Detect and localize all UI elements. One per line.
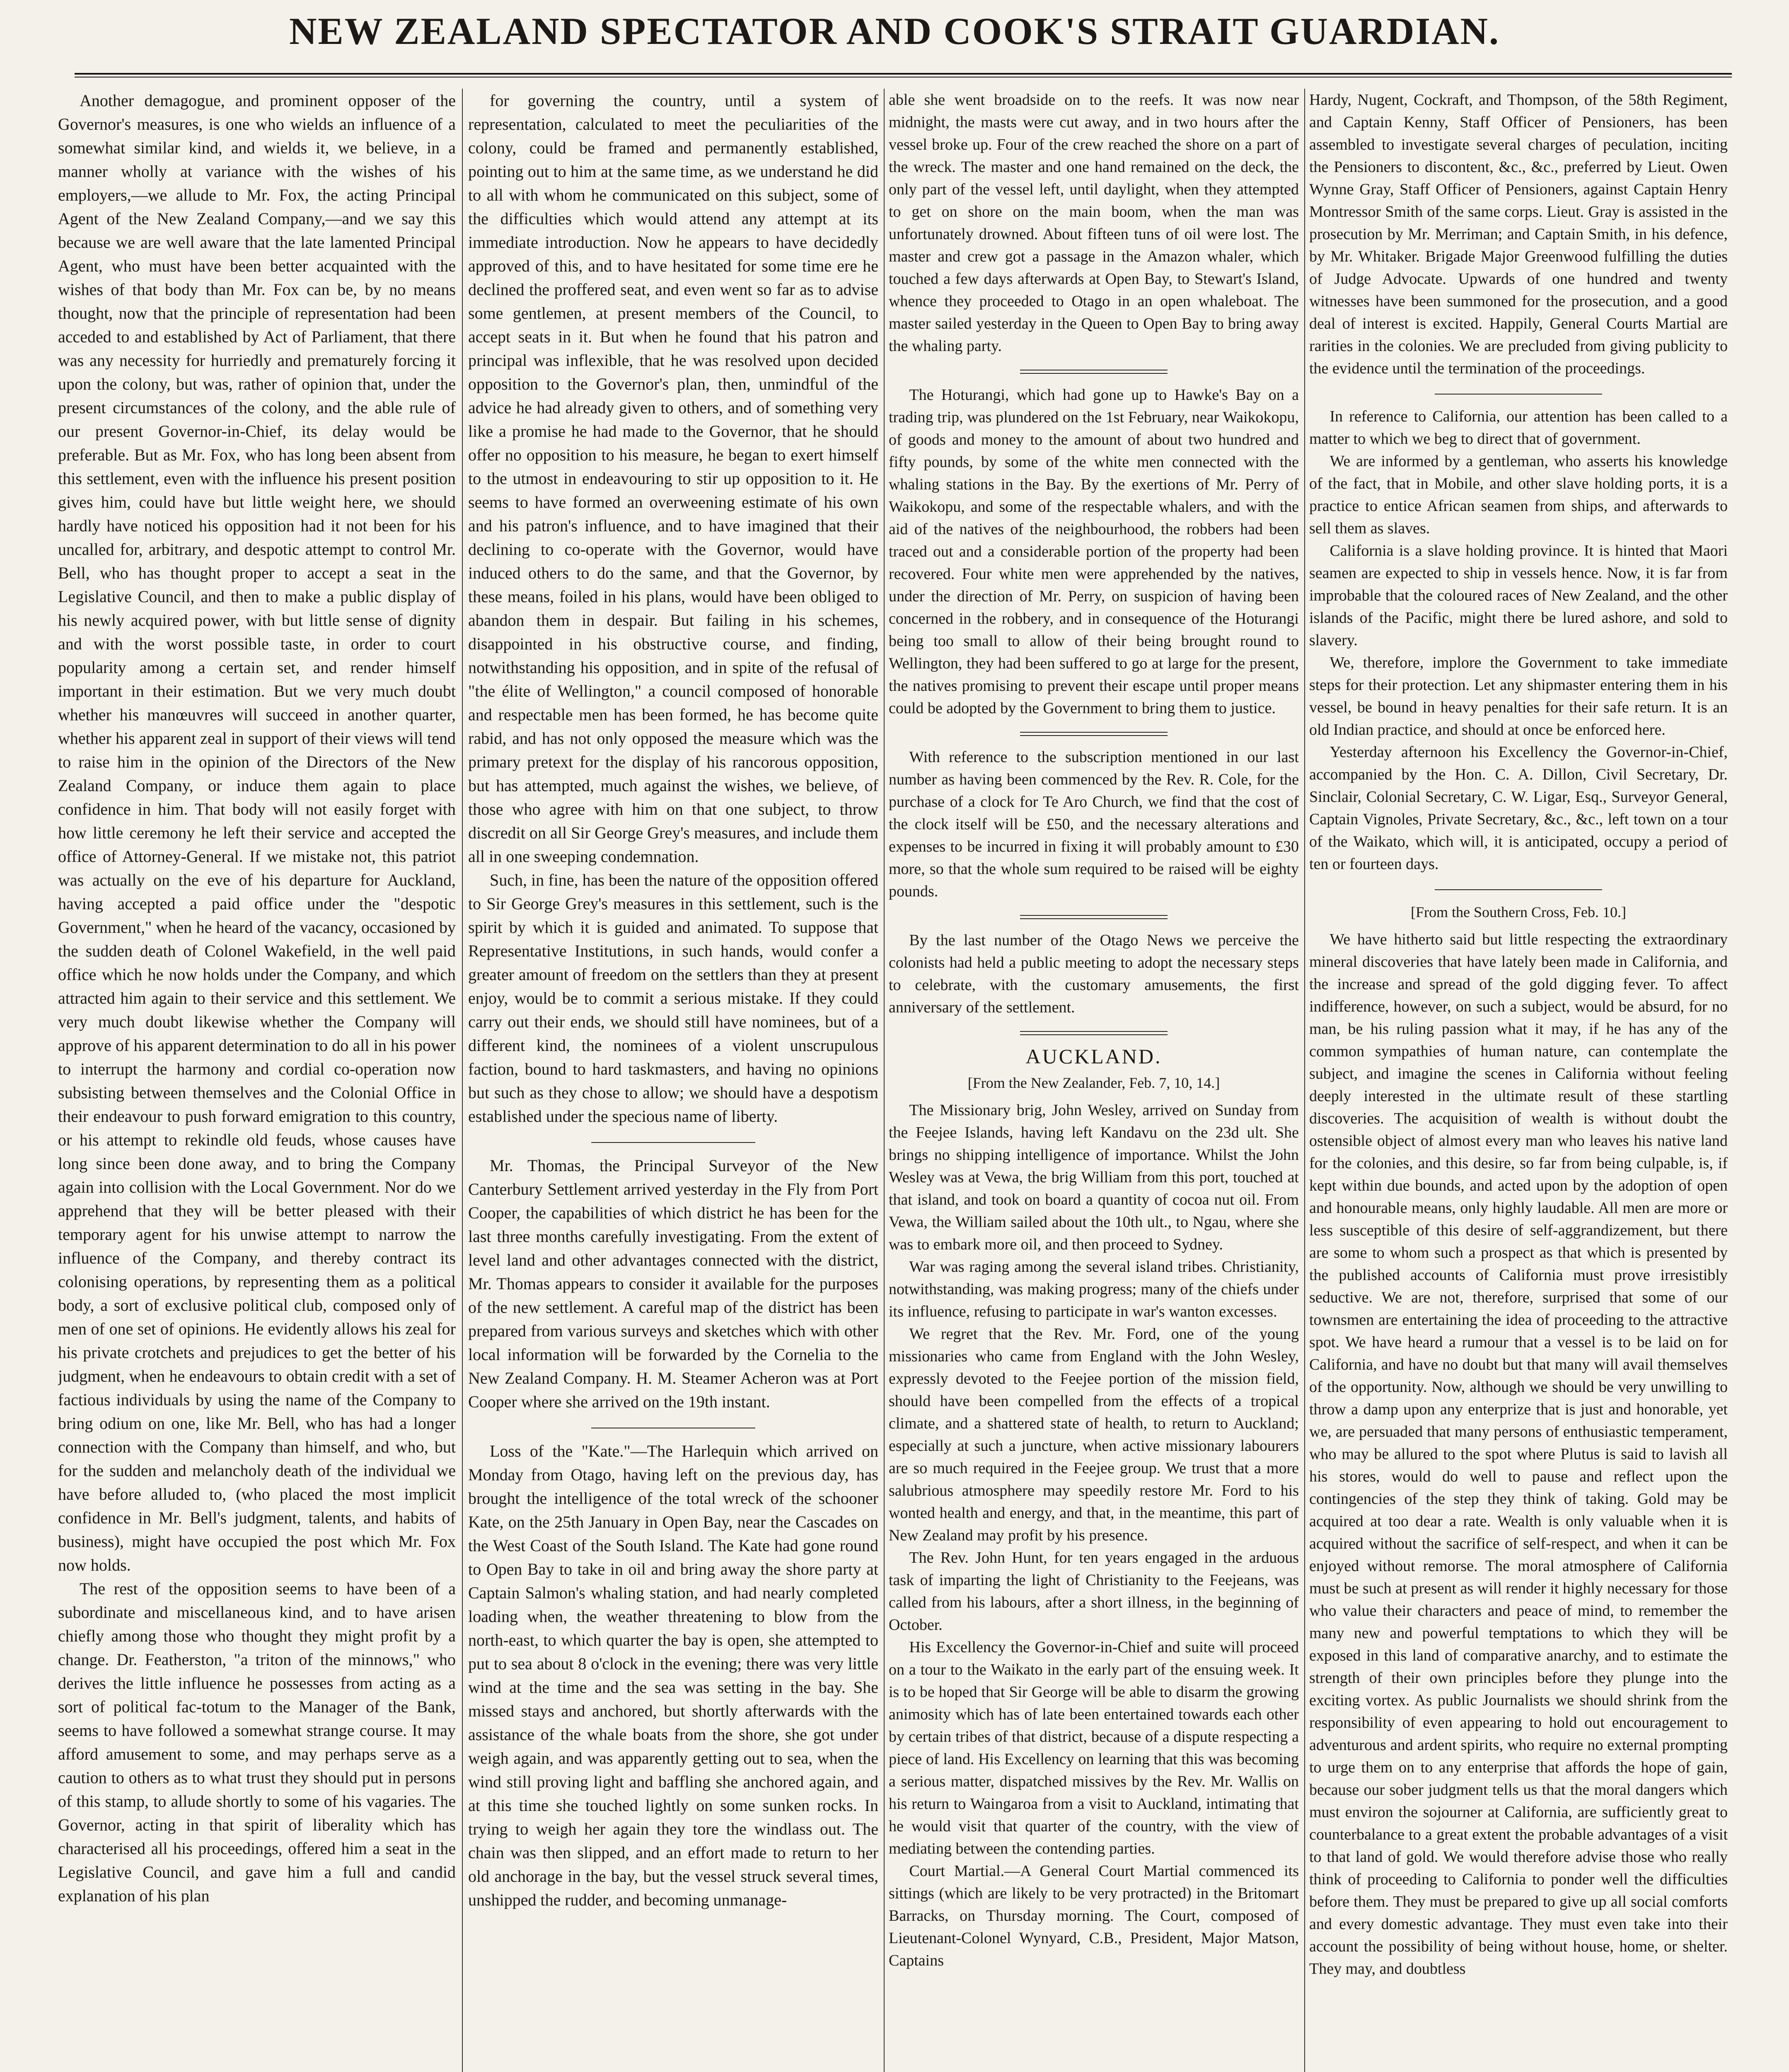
paragraph-slave-ports: We are informed by a gentleman, who asserts his knowledge of the fact, that in Mobile, and other slave holding ports, it is a practice to entice African seamen from ships, and afterwards to sell them as slaves. [1309, 453, 1728, 537]
paragraph-opposition-nature: Such, in fine, has been the nature of the opposition offered to Sir George Grey's measures in this settlement, such is the spirit by which it is guided and animated. To suppose that Representative Institutions, in such hands, would confer a greater amount of freedom on the settlers than they at present enjoy, would be to commit a serious mistake. If they could carry out their ends, we should still have nominees, but of a different kind, the nominees of a violent unscrupulous faction, bound to hard taskmasters, and having no opinions but such as they chose to allow; we should have a despotism established under the specious name of liberty. [468, 871, 878, 1126]
source-line-new-zealander: [From the New Zealander, Feb. 7, 10, 14.] [967, 1075, 1220, 1091]
article-separator [1435, 889, 1602, 890]
paragraph-slave-province: California is a slave holding province. It is hinted that Maori seamen are expected to ship in vessels hence. Now, it is far from improbable that the coloured races of New Zealand, and the other islands of the Pacific, might there be lured ashore, and sold to slavery. [1309, 542, 1728, 649]
article-separator [1020, 370, 1168, 374]
paragraph-court-martial-continued: Hardy, Nugent, Cockraft, and Thompson, of the 58th Regiment, and Captain Kenny, Staff Officer of Pensioners, has been assembled to investigate several charges of peculation, inciting the Pensioners to discontent, &c., &c., preferred by Lieut. Owen Wynne Gray, Staff Officer of Pensioners, against Captain Henry Montressor Smith of the same corps. Lieut. Gray is assisted in the prosecution by Mr. Merriman; and Captain Smith, in his defence, by Mr. Whitaker. Brigade Major Greenwood fulfilling the duties of Judge Advocate. Upwards of one hundred and twenty witnesses have been summoned for the prosecution, and a good deal of interest is excited. Happily, General Courts Martial are rarities in the colonies. We are precluded from giving publicity to the evidence until the termination of the proceedings. [1309, 91, 1728, 377]
paragraph-california-gold: We have hitherto said but little respecting the extraordinary mineral discoveries that have lately been made in California, and the increase and spread of the gold digging fever. To affect indifference, however, on such a subject, would be absurd, for no man, be his ruling passion what it may, if he has any of the common sympathies of human nature, can contemplate the subject, and imagine the scenes in California without feeling deeply interested in the ultimate result of these startling discoveries. The acquisition of wealth is without doubt the ostensible object of almost every man who leaves his native land for the colonies, and this desire, so far from being culpable, is, if kept within due bounds, and acted upon by the adoption of open and honourable means, only highly laudable. All men are more or less susceptible of this desire of self-aggrandizement, but there are some to whom such a prospect as that which is presented by the published accounts of California must prove irresistibly seductive. We are not, therefore, surprised that some of our townsmen are entertaining the idea of proceeding to the attractive spot. We have heard a rumour that a vessel is to be laid on for California, and have no doubt but that many will avail themselves of the opportunity. Now, although we should be very unwilling to throw a damp upon any enterprize that is just and honorable, yet we, are persuaded that many persons of enthusiastic temperament, who may be allured to the spot where Plutus is said to lavish all his stores, would do well to pause and reflect upon the contingencies of the step they think of taking. Gold may be acquired at too dear a rate. Wealth is only valuable when it is acquired without the sacrifice of self-respect, and when it can be enjoyed without remorse. The moral atmosphere of California must be such at present as will render it highly necessary for those who value their characters and peace of mind, to remember the many new and powerful temptations to which they will be exposed in this land of comparative anarchy, and to estimate the strength of their own principles before they plunge into the exciting vortex. As public Journalists we should shrink from the responsibility of even appearing to hold out encouragement to adventurous and ardent spirits, who require no external prompting to urge them on to any enterprise that affords the hope of gain, because our sober judgment tells us that the moral dangers which must environ the sojourner at California, are sufficiently great to counterbalance to a great extent the probable advantages of a visit to that land of gold. We would therefore advise those who really think of proceeding to California to ponder well the difficulties before them. They must be prepared to give up all social comforts and every domestic advantage. They must even take into their account the possibility of being without house, home, or shelter. They may, and doubtless [1309, 931, 1728, 1978]
paragraph-featherston: The rest of the opposition seems to have been of a subordinate and miscellaneous kind, and to have arisen chiefly among those who thought they might profit by a change. Dr. Featherston, "a triton of the minnows," who derives the little influence he possesses from acting as a sort of political fac-totum to the Manager of the Bank, seems to have followed a somewhat strange course. It may afford amusement to some, and may perhaps serve as a caution to others as to what trust they should put in persons of this stamp, to allude shortly to some of his vagaries. The Governor, acting in that spirit of liberality which has characterised all his proceedings, offered him a seat in the Legislative Council, and gave him a full and candid explanation of his plan [58, 1579, 456, 1905]
paragraph-john-wesley: The Missionary brig, John Wesley, arrived on Sunday from the Feejee Islands, having left Kandavu on the 23d ult. She brings no shipping intelligence of importance. Whilst the John Wesley was at Vewa, the brig William from this port, touched at that island, and took on board a quantity of cocoa nut oil. From Vewa, the William sailed about the 10th ult., to Ngau, where she was to embark more oil, and then proceed to Sydney. [889, 1101, 1299, 1253]
article-separator [1020, 915, 1168, 919]
paragraph-court-martial: Court Martial.—A General Court Martial commenced its sittings (which are likely to be very protracted) in the Britomart Barracks, on Thursday morning. The Court, composed of Lieutenant-Colonel Wynyard, C.B., President, Major Matson, Captains [889, 1862, 1299, 1969]
column-rule [462, 89, 463, 2072]
paragraph-thomas-surveyor: Mr. Thomas, the Principal Surveyor of the New Canterbury Settlement arrived yesterday in the Fly from Port Cooper, the capabilities of which district he has been for the last three months carefully investigating. From the extent of level land and other advantages connected with the district, Mr. Thomas appears to consider it available for the purposes of the new settlement. A careful map of the district has been prepared from various surveys and sketches which with other local information will be forwarded by the Cornelia to the New Zealand Company. H. M. Steamer Acheron was at Port Cooper where she arrived on the 19th instant. [468, 1156, 878, 1411]
paragraph-war-raging: War was raging among the several island tribes. Christianity, notwithstanding, was making progress; many of the chiefs under its influence, refusing to participate in war's wanton excesses. [889, 1258, 1299, 1320]
article-separator [591, 1142, 755, 1143]
paragraph-governing: for governing the country, until a system of representation, calculated to meet the peculiarities of the colony, could be framed and permanently established, pointing out to him at the same time, as we understand he did to all with whom he communicated on this subject, some of the difficulties which would attend any attempt at its immediate introduction. Now he appears to have decidedly approved of this, and to have hesitated for some time ere he declined the proffered seat, and even went so far as to advise some gentlemen, at present members of the Council, to accept seats in it. But when he found that his patron and principal was inflexible, that he was resolved upon decided opposition to the Governor's plan, then, unmindful of the advice he had already given to others, and of something very like a promise he had made to the Governor, that he should offer no opposition to his measure, he began to exert himself to the utmost in endeavouring to stir up opposition to it. He seems to have formed an overweening estimate of his own and his patron's influence, and to have imagined that their declining to co-operate with the Governor, would have induced others to do the same, and that the Governor, by these means, foiled in his plans, would have been obliged to abandon them in despair. But failing in his schemes, disappointed in his obstructive course, and finding, notwithstanding his opposition, and in spite of the refusal of "the élite of Wellington," a council composed of honorable and respectable men has been formed, he has become quite rabid, and has not only opposed the measure which was the primary pretext for the display of his rancorous opposition, but has attempted, much against the wishes, we believe, of those who agree with him on that one subject, to throw discredit on all Sir George Grey's measures, and include them all in one sweeping condemnation. [468, 91, 878, 866]
paragraph-governor-departure: Yesterday afternoon his Excellency the Governor-in-Chief, accompanied by the Hon. C. A. Dillon, Civil Secretary, Dr. Sinclair, Colonial Secretary, C. W. Ligar, Esq., Surveyor General, Captain Vignoles, Private Secretary, &c., &c., left town on a tour of the Waikato, which will, it is anticipated, occupy a period of ten or fourteen days. [1309, 743, 1728, 873]
paragraph-implore-government: We, therefore, implore the Government to take immediate steps for their protection. Let any shipmaster entering them in his vessel, be bound in heavy penalties for their safe return. It is an old Indian practice, and should at once be enforced here. [1309, 654, 1728, 738]
article-separator [1435, 394, 1602, 395]
paragraph-loss-of-kate: Loss of the "Kate."—The Harlequin which arrived on Monday from Otago, having left on the previous day, has brought the intelligence of the total wreck of the schooner Kate, on the 25th January in Open Bay, near the Cascades on the West Coast of the South Island. The Kate had gone round to Open Bay to take in oil and bring away the shore party at Captain Salmon's whaling station, and had nearly completed loading when, the weather threatening to blow from the north-east, to which quarter the bay is open, she attempted to put to sea about 8 o'clock in the evening; there was very little wind at the time and the sea was setting in the bay. She missed stays and anchored, but shortly afterwards with the assistance of the whale boats from the shore, she got under weigh again, and was apparently getting out to sea, when the wind still proving light and baffling she anchored again, and at this time she touched lightly on some sunken rocks. In trying to weigh her again they tore the windlass out. The chain was then slipped, and an effort made to return to her old anchorage in the bay, but the vessel struck several times, unshipped the rudder, and becoming unmanage- [468, 1442, 878, 1909]
paragraph-kate-continued: able she went broadside on to the reefs. It was now near midnight, the masts were cut away, and in two hours after the vessel broke up. Four of the crew reached the shore on a part of the wreck. The master and one hand remained on the deck, the only part of the vessel left, until daylight, when they attempted to get on shore on the main boom, when the man was unfortunately drowned. About fifteen tuns of oil were lost. The master and crew got a passage in the Amazon whaler, which touched a few days afterwards at Open Bay, to Stewart's Island, whence they proceeded to Otago in an open whaleboat. The master sailed yesterday in the Queen to Open Bay to bring away the whaling party. [889, 91, 1299, 355]
paragraph-governor-tour: His Excellency the Governor-in-Chief and suite will proceed on a tour to the Waikato in the early part of the ensuing week. It is to be hoped that Sir George will be able to disarm the growing animosity which has of late been entertained towards each other by certain tribes of that district, because of a dispute respecting a piece of land. His Excellency on learning that this was becoming a serious matter, dispatched missives by the Rev. Mr. Wallis on his return to Waingaroa from a visit to Auckland, intimating that he would visit that quarter of the country, with the view of mediating between the contending parties. [889, 1639, 1299, 1857]
paragraph-hoturangi: The Hoturangi, which had gone up to Hawke's Bay on a trading trip, was plundered on the 1st February, near Waikokopu, of goods and money to the amount of about two hundred and fifty pounds, by some of the white men connected with the whaling stations in the Bay. By the exertions of Mr. Perry of Waikokopu, and some of the respectable whalers, and with the aid of the natives of the neighbourhood, the robbers had been traced out and a considerable portion of the property had been recovered. Four white men were apprehended by the natives, under the direction of Mr. Perry, on suspicion of having been concerned in the robbery, and in consequence of the Hoturangi being too small to allow of their being brought round to Wellington, they had been suffered to go at large for the present, the natives promising to prevent their escape until proper means could be adopted by the Government to bring them to justice. [889, 386, 1299, 717]
masthead-rule [75, 73, 1732, 77]
paragraph-rev-ford: We regret that the Rev. Mr. Ford, one of the young missionaries who came from England with the John Wesley, expressly devoted to the Feejee portion of the mission field, should have been compelled from the effects of a tropical climate, and a shattered state of health, to return to Auckland; especially at such a juncture, when active missionary labourers are so much required in the Feejee group. We trust that a more salubrious atmosphere may speedily restore Mr. Ford to his wonted health and energy, and that, in the meantime, this part of New Zealand may profit by his presence. [889, 1325, 1299, 1544]
column-rule [1304, 89, 1305, 2072]
column-1 [58, 89, 456, 2072]
source-line-southern-cross: [From the Southern Cross, Feb. 10.] [1411, 904, 1626, 920]
paragraph-clock-subscription: With reference to the subscription mentioned in our last number as having been commenced by the Rev. R. Cole, for the purchase of a clock for Te Aro Church, we find that the cost of the clock itself will be £50, and the necessary alterations and expenses to be incurred in fixing it will probably amount to £30 more, so that the whole sum required to be raised will be eighty pounds. [889, 748, 1299, 900]
paragraph-california-attention: In reference to California, our attention has been called to a matter to which we beg to direct that of government. [1309, 408, 1728, 448]
paragraph-otago-news: By the last number of the Otago News we perceive the colonists had held a public meeting to adopt the necessary steps to celebrate, with the customary amusements, the first anniversary of the settlement. [889, 932, 1299, 1016]
column-3 [889, 89, 1299, 2072]
paragraph-rev-hunt: The Rev. John Hunt, for ten years engaged in the arduous task of imparting the light of Christianity to the Feejeans, was called from his labours, after a short illness, in the beginning of October. [889, 1549, 1299, 1634]
column-4 [1309, 89, 1728, 2072]
article-separator [1020, 732, 1168, 736]
article-separator [1020, 1031, 1168, 1035]
column-2 [468, 89, 878, 2072]
column-rule [884, 89, 885, 2072]
paragraph-fox: Another demagogue, and prominent opposer of the Governor's measures, is one who wields an influence of a somewhat similar kind, and wields it, we believe, in a manner wholly at variance with the wishes of his employers,—we allude to Mr. Fox, the acting Principal Agent of the New Zealand Company,—and we say this because we are well aware that the late lamented Principal Agent, who must have been better acquainted with the wishes of that body than Mr. Fox can be, by no means thought, now that the principle of representation had been acceded to and established by Act of Parliament, that there was any necessity for hurriedly and prematurely forcing it upon the colony, but was, rather of opinion that, under the present circumstances of the colony, and the able rule of our present Governor-in-Chief, its delay would be preferable. But as Mr. Fox, who has long been absent from this settlement, even with the influence his present position gives him, could have but little weight here, we should hardly have noticed his opposition had it not been for his uncalled for, arbitrary, and despotic attempt to control Mr. Bell, who has thought proper to accept a seat in the Legislative Council, and then to make a public display of his newly acquired power, with but little sense of dignity and with the worst possible taste, in order to court popularity among a certain set, and render himself important in their estimation. But we very much doubt whether his manœuvres will succeed in another quarter, whether his apparent zeal in support of their views will tend to raise him in the opinion of the Directors of the New Zealand Company, or induce them again to place confidence in him. That body will not easily forget with how little ceremony he left their service and accepted the office of Attorney-General. If we mistake not, this patriot was actually on the eve of his departure for Auckland, having accepted a paid office under the "despotic Government," when he heard of the vacancy, occasioned by the sudden death of Colonel Wakefield, in the well paid office which he now holds under the Company, and which attracted him again to their service and this settlement. We very much doubt likewise whether the Company will approve of his apparent determination to do all in his power to interrupt the harmony and cordial co-operation now subsisting between themselves and the Colonial Office in their endeavour to push forward emigration to this country, or his attempt to rekindle old feuds, whose causes have long since been done away, and to bring the Company again into collision with the Local Government. Nor do we apprehend that they will be better pleased with their temporary agent for his unwise attempt to narrow the influence of the Company, and thereby contract its colonising operations, by representing them as a political body, a sort of exclusive political club, composed only of men of one set of opinions. He evidently allows his zeal for his private crotchets and prejudices to get the better of his judgment, when he endeavours to obtain credit with a set of factious individuals by using the name of the Company to bring odium on one, like Mr. Bell, who has had a longer connection with the Company than himself, and who, but for the sudden and melancholy death of the individual we have before alluded to, (who placed the most implicit confidence in Mr. Bell's judgment, talents, and habits of business), might have occupied the post which Mr. Fox now holds. [58, 91, 456, 1574]
section-heading-auckland: AUCKLAND. [1025, 1045, 1162, 1068]
masthead-title: NEW ZEALAND SPECTATOR AND COOK'S STRAIT GUARDIAN. [289, 10, 1500, 52]
